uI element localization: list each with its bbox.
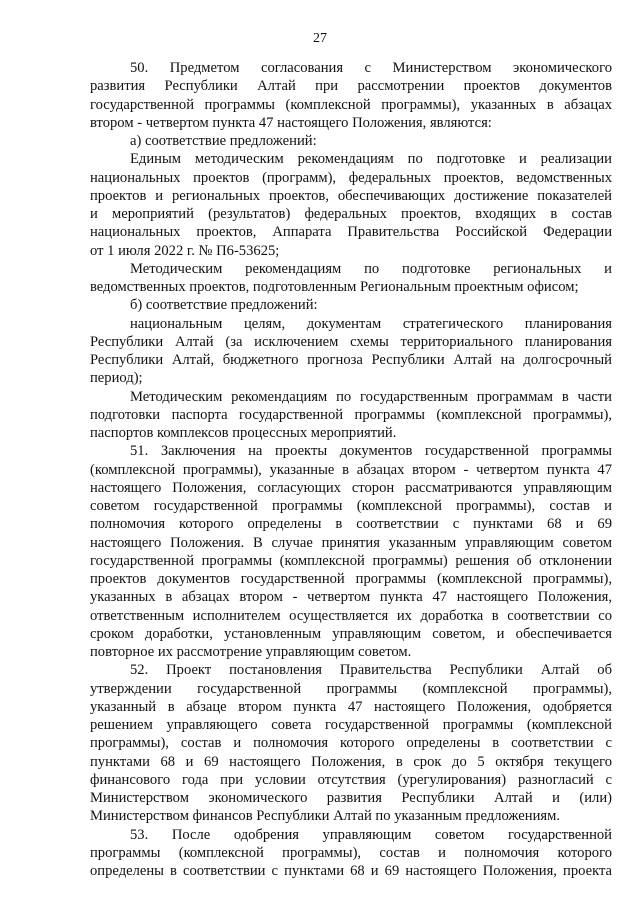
text-line: решением управляющего совета государственной программы (комплексной: [90, 717, 612, 733]
text-line: Министерством экономического развития Республики Алтай и (или): [90, 790, 612, 806]
text-line: паспортов комплексов процессных мероприятий.: [90, 425, 397, 441]
text-line: настоящего Положения, согласующих сторон рассматриваются управляющим: [90, 479, 612, 496]
text-line: Республики Алтай (за исключением схемы территориального планирования: [90, 333, 612, 350]
text-line: проектов документов государственной программы (комплексной программы),: [90, 571, 612, 587]
text-line: пунктами 68 и 69 настоящего Положения, в срок до 5 октября текущего: [90, 753, 612, 770]
text-line: 50. Предметом согласования с Министерством экономического: [130, 60, 612, 76]
text-line: сроком доработки, установленным управляющим советом, и обеспечивается: [90, 625, 612, 642]
page-number: 27: [313, 31, 327, 46]
text-line: утверждении государственной программы (комплексной программы),: [90, 680, 612, 697]
text-line: советом государственной программы (комплексной программы), состав и: [90, 498, 612, 514]
text-line: развития Республики Алтай при рассмотрении проектов документов: [90, 78, 612, 95]
text-line: указанных в абзацах втором - четвертом пункта 47 настоящего Положения,: [90, 589, 612, 606]
text-line: указанный в абзаце втором пункта 47 настоящего Положения, одобряется: [90, 698, 612, 715]
text-line: б) соответствие предложений:: [130, 297, 318, 314]
text-line: период);: [90, 370, 143, 387]
text-line: определены в соответствии с пунктами 68 и 69 настоящего Положения, проекта: [90, 863, 612, 879]
text-line: 51. Заключения на проекты документов государственной программы: [130, 443, 612, 460]
text-line: Министерством финансов Республики Алтай по указанным предложениям.: [90, 808, 560, 825]
text-line: полномочия которого определены в соответствии с пунктами 68 и 69: [90, 516, 612, 533]
text-line: повторное их рассмотрение управляющим советом.: [90, 644, 412, 660]
text-line: государственной программы (комплексной программы) решения об отклонении: [90, 552, 612, 569]
text-line: настоящего Положения. В случае принятия указанным управляющим советом: [90, 534, 612, 551]
text-line: и мероприятий (результатов) федеральных проектов, входящих в состав: [90, 206, 612, 222]
text-line: ведомственных проектов, подготовленным Региональным проектным офисом;: [90, 279, 579, 295]
text-line: ответственным исполнителем осуществляется их доработка в соответствии со: [90, 607, 612, 624]
text-line: финансового года при условии отсутствия (урегулирования) разногласий с: [90, 771, 612, 788]
text-line: втором - четвертом пункта 47 настоящего Положения, являются:: [90, 114, 492, 131]
text-line: а) соответствие предложений:: [130, 133, 317, 149]
text-line: проектов и региональных проектов, обеспечивающих достижение показателей: [90, 187, 612, 204]
text-line: 53. После одобрения управляющим советом государственной: [130, 826, 612, 843]
text-line: от 1 июля 2022 г. № П6-53625;: [90, 242, 280, 259]
text-line: национальных проектов (программ), федеральных проектов, ведомственных: [90, 169, 612, 186]
text-line: Методическим рекомендациям по государственным программам в части: [130, 388, 612, 405]
text-line: программы), состав и полномочия которого определены в соответствии с: [90, 735, 612, 752]
text-line: Единым методическим рекомендациям по подготовке и реализации: [130, 151, 612, 168]
text-line: программы (комплексной программы), состав и полномочия которого: [90, 844, 612, 861]
text-line: национальным целям, документам стратегического планирования: [130, 315, 612, 332]
text-line: национальных проектов, Аппарата Правительства Российской Федерации: [90, 224, 612, 241]
text-line: Методическим рекомендациям по подготовке региональных и: [130, 260, 612, 277]
text-line: государственной программы (комплексной программы), указанных в абзацах: [90, 96, 612, 113]
text-line: Республики Алтай, бюджетного прогноза Республики Алтай на долгосрочный: [90, 352, 612, 368]
text-line: 52. Проект постановления Правительства Республики Алтай об: [130, 662, 612, 679]
text-line: подготовки паспорта государственной программы (комплексной программы),: [90, 406, 612, 423]
text-line: (комплексной программы), указанные в абзацах втором - четвертом пункта 47: [90, 461, 612, 478]
